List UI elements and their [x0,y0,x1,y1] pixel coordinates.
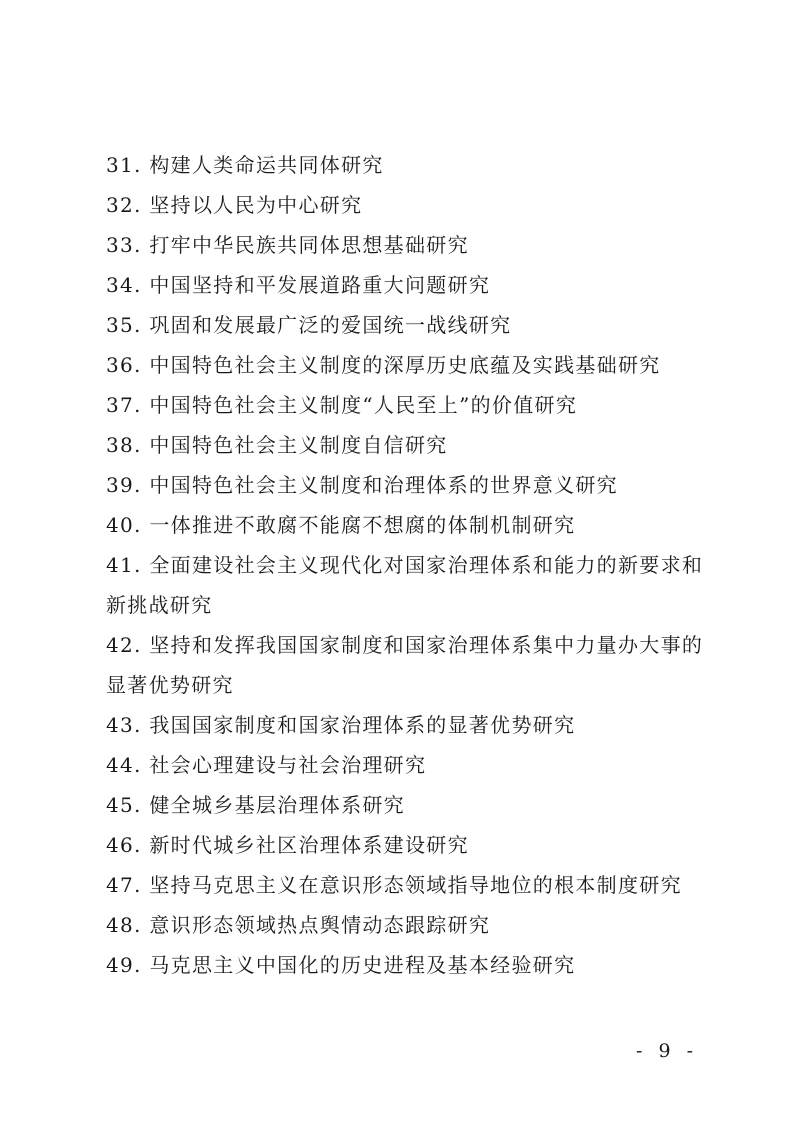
topic-line: 46. 新时代城乡社区治理体系建设研究 [106,833,469,857]
topic-line: 37. 中国特色社会主义制度“人民至上”的价值研究 [106,393,578,417]
topic-line: 38. 中国特色社会主义制度自信研究 [106,433,448,457]
topic-line: 43. 我国国家制度和国家治理体系的显著优势研究 [106,713,576,737]
topic-line: 47. 坚持马克思主义在意识形态领域指导地位的根本制度研究 [106,873,682,897]
topic-line: 42. 坚持和发挥我国国家制度和国家治理体系集中力量办大事的 [106,633,704,657]
topic-line: 45. 健全城乡基层治理体系研究 [106,793,405,817]
topic-line: 39. 中国特色社会主义制度和治理体系的世界意义研究 [106,473,618,497]
topic-line-continuation: 新挑战研究 [106,593,213,617]
research-topic-list [106,145,706,985]
topic-line: 36. 中国特色社会主义制度的深厚历史底蕴及实践基础研究 [106,353,661,377]
topic-line: 44. 社会心理建设与社会治理研究 [106,753,427,777]
topic-line: 49. 马克思主义中国化的历史进程及基本经验研究 [106,953,576,977]
topic-line: 33. 打牢中华民族共同体思想基础研究 [106,233,469,257]
topic-line: 35. 巩固和发展最广泛的爱国统一战线研究 [106,313,512,337]
topic-line: 41. 全面建设社会主义现代化对国家治理体系和能力的新要求和 [106,553,704,577]
topic-line: 31. 构建人类命运共同体研究 [106,153,384,177]
topic-line: 32. 坚持以人民为中心研究 [106,193,363,217]
topic-line: 48. 意识形态领域热点舆情动态跟踪研究 [106,913,491,937]
page-number: - 9 - [636,1040,699,1062]
topic-line: 40. 一体推进不敢腐不能腐不想腐的体制机制研究 [106,513,576,537]
topic-line-continuation: 显著优势研究 [106,673,234,697]
topic-line: 34. 中国坚持和平发展道路重大问题研究 [106,273,491,297]
